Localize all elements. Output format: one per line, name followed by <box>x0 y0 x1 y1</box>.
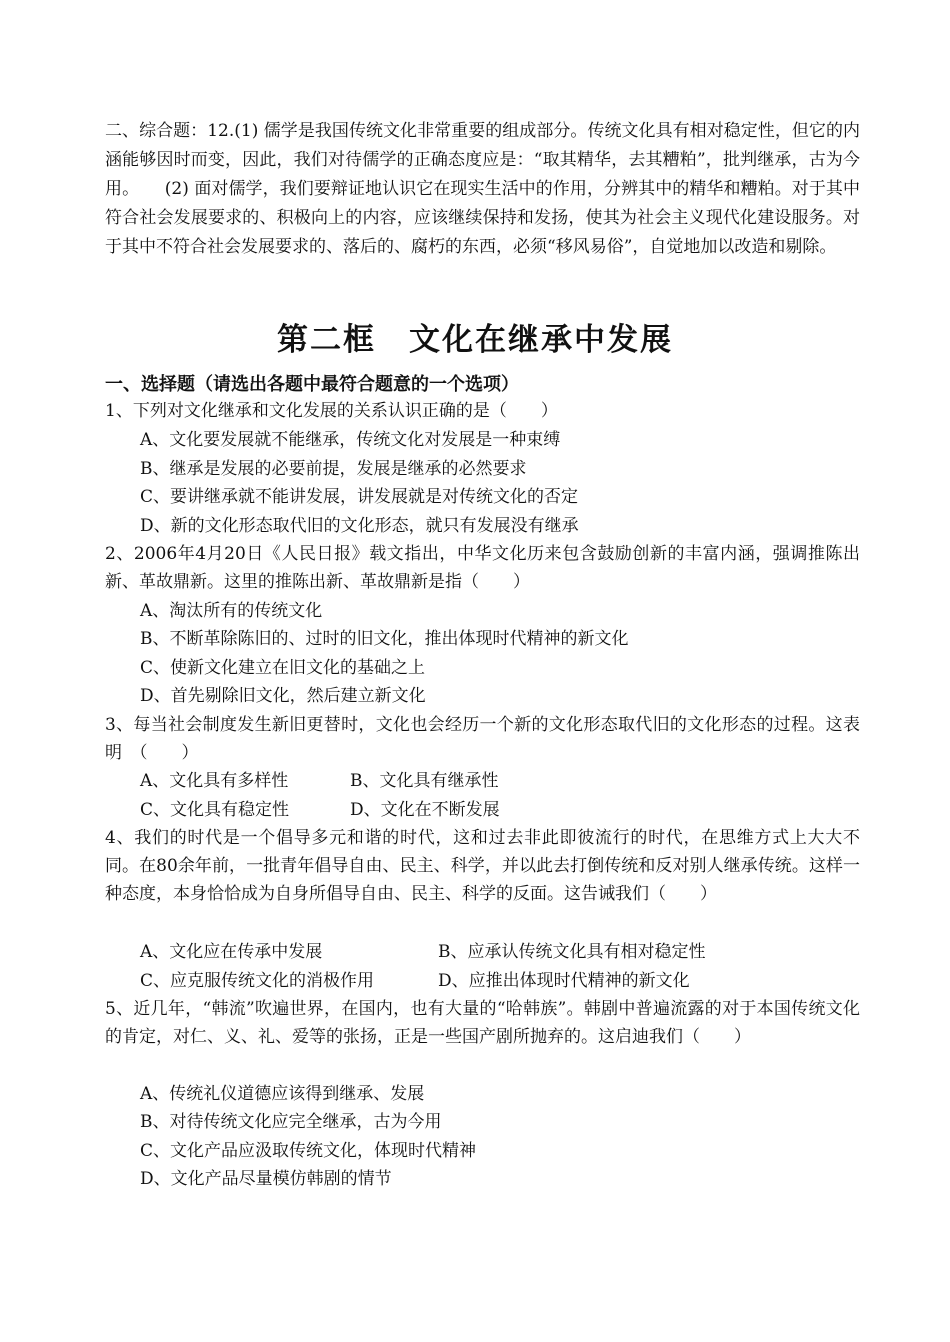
question-2-option-a: A、淘汰所有的传统文化 <box>140 601 323 621</box>
question-4-option-c: C、应克服传统文化的消极作用 <box>140 971 375 991</box>
question-2-option-b: B、不断革除陈旧的、过时的旧文化，推出体现时代精神的新文化 <box>140 629 629 649</box>
question-1-option-a: A、文化要发展就不能继承，传统文化对发展是一种束缚 <box>140 430 561 450</box>
question-1-stem: 1、下列对文化继承和文化发展的关系认识正确的是（ ） <box>105 401 558 421</box>
question-3-option-d: D、文化在不断发展 <box>350 800 500 820</box>
question-2-stem: 2、2006年4月20日《人民日报》载文指出，中华文化历来包含鼓励创新的丰富内涵，强调推陈出新、革故鼎新。这里的推陈出新、革故鼎新是指（ ） <box>105 544 860 592</box>
question-2-option-d: D、首先剔除旧文化，然后建立新文化 <box>140 686 426 706</box>
question-3-option-a: A、文化具有多样性 <box>140 771 289 791</box>
question-2-option-c: C、使新文化建立在旧文化的基础之上 <box>140 658 426 678</box>
question-4-option-a: A、文化应在传承中发展 <box>140 942 323 962</box>
comprehensive-answer-paragraph: 二、综合题：12.(1) 儒学是我国传统文化非常重要的组成部分。传统文化具有相对稳定性，但它的内涵能够因时而变，因此，我们对待儒学的正确态度应是：“取其精华，去其糟粕”，批判继承，古为今用。 (2) 面对儒学，我们要辩证地认识它在现实生活中的作用，分辨其中的精华和糟粕。对于其中符合社会发展要求的、积极向上的内容，应该继续保持和发扬，使其为社会主义现代化建设服务。对于其中不符合社会发展要求的、落后的、腐朽的东西，必须“移风易俗”，自觉地加以改造和剔除。 <box>105 121 860 257</box>
question-3-option-b: B、文化具有继承性 <box>350 771 499 791</box>
question-3-stem: 3、每当社会制度发生新旧更替时，文化也会经历一个新的文化形态取代旧的文化形态的过程。这表明 （ ） <box>105 715 860 763</box>
question-5-option-d: D、文化产品尽量模仿韩剧的情节 <box>140 1169 392 1189</box>
question-3-option-c: C、文化具有稳定性 <box>140 800 290 820</box>
question-5-option-c: C、文化产品应汲取传统文化，体现时代精神 <box>140 1141 477 1161</box>
question-1-option-c: C、要讲继承就不能讲发展，讲发展就是对传统文化的否定 <box>140 487 579 507</box>
question-4-stem: 4、我们的时代是一个倡导多元和谐的时代，这和过去非此即彼流行的时代，在思维方式上大大不同。在80余年前，一批青年倡导自由、民主、科学，并以此去打倒传统和反对别人继承传统。这样一种态度，本身恰恰成为自身所倡导自由、民主、科学的反面。这告诫我们（ ） <box>105 828 860 904</box>
question-5-option-a: A、传统礼仪道德应该得到继承、发展 <box>140 1084 425 1104</box>
question-1-option-d: D、新的文化形态取代旧的文化形态，就只有发展没有继承 <box>140 516 579 536</box>
question-5-stem: 5、近几年，“韩流”吹遍世界，在国内，也有大量的“哈韩族”。韩剧中普遍流露的对于本国传统文化的肯定，对仁、义、礼、爱等的张扬，正是一些国产剧所抛弃的。这启迪我们（ ） <box>105 999 860 1047</box>
page-title: 第二框 文化在继承中发展 <box>277 322 673 358</box>
question-4-option-b: B、应承认传统文化具有相对稳定性 <box>438 942 706 962</box>
question-5-option-b: B、对待传统文化应完全继承，古为今用 <box>140 1112 442 1132</box>
question-4-option-d: D、应推出体现时代精神的新文化 <box>438 971 690 991</box>
section-heading: 一、选择题（请选出各题中最符合题意的一个选项） <box>105 374 519 395</box>
question-1-option-b: B、继承是发展的必要前提，发展是继承的必然要求 <box>140 459 527 479</box>
